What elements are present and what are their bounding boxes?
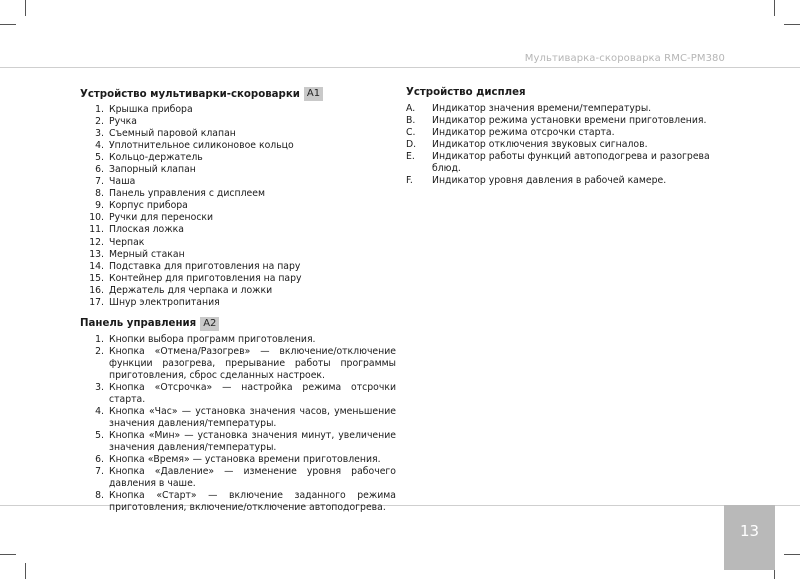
list-item <box>80 212 396 224</box>
item-text: Кнопка «Отмена/Разогрев» — включение/отключение функции разогрева, прерывание работы программы приготовления, сброс сделанных настроек. <box>109 345 396 381</box>
list-item <box>80 454 396 466</box>
page-number: 13 <box>724 505 775 570</box>
crop-mark <box>25 0 26 16</box>
item-marker: 6. <box>95 454 104 466</box>
item-text: Кольцо-держатель <box>109 152 203 164</box>
item-marker: 9. <box>95 200 104 212</box>
item-text: Панель управления с дисплеем <box>109 188 265 200</box>
list-item <box>80 104 396 116</box>
item-marker: 5. <box>95 430 104 442</box>
item-text: Индикатор отключения звуковых сигналов. <box>432 139 648 151</box>
list-item <box>80 430 396 454</box>
item-marker: 12. <box>89 236 104 248</box>
display-title-text: Устройство дисплея <box>406 86 526 98</box>
item-marker: 13. <box>89 248 104 260</box>
item-marker: A. <box>406 103 416 114</box>
figure-tag-a2: A2 <box>200 317 219 331</box>
item-text: Кнопка «Отсрочка» — настройка режима отсрочки старта. <box>109 381 396 406</box>
list-item <box>80 490 396 514</box>
item-text: Черпак <box>109 236 145 248</box>
item-text: Кнопка «Старт» — включение заданного режима приготовления, включение/отключение автоподогрева. <box>109 490 396 514</box>
item-marker: C. <box>406 127 416 139</box>
figure-tag-a1: A1 <box>304 87 323 101</box>
item-text: Кнопка «Время» — установка времени приготовления. <box>109 454 381 466</box>
item-text: Уплотнительное силиконовое кольцо <box>109 140 294 152</box>
item-text: Корпус прибора <box>109 200 188 212</box>
list-item <box>80 224 396 236</box>
list-item <box>406 115 726 127</box>
list-item <box>80 334 396 346</box>
list-item <box>406 175 726 187</box>
crop-mark <box>784 554 800 555</box>
item-marker: 7. <box>95 176 104 188</box>
list-item <box>406 151 726 175</box>
item-marker: 10. <box>89 212 104 224</box>
list-item <box>80 249 396 261</box>
item-marker: 4. <box>95 406 104 418</box>
item-marker: 14. <box>89 260 104 272</box>
list-item <box>80 273 396 285</box>
list-item <box>406 139 726 151</box>
item-text: Индикатор значения времени/температуры. <box>432 103 652 114</box>
item-text: Съемный паровой клапан <box>109 128 236 140</box>
list-item <box>80 285 396 297</box>
item-marker: 2. <box>95 345 104 357</box>
item-text: Индикатор режима установки времени приготовления. <box>432 115 707 127</box>
list-item <box>80 346 396 382</box>
item-marker: 3. <box>95 381 104 393</box>
item-marker: 6. <box>95 164 104 176</box>
item-marker: 17. <box>89 296 104 308</box>
crop-mark <box>0 554 16 555</box>
list-item <box>406 103 726 115</box>
item-marker: E. <box>406 151 415 163</box>
item-marker: 4. <box>95 140 104 152</box>
item-marker: 7. <box>95 466 104 478</box>
item-marker: 1. <box>95 104 104 115</box>
item-text: Кнопка «Час» — установка значения часов, уменьшение значения давления/температуры. <box>109 406 396 430</box>
item-text: Плоская ложка <box>109 224 184 236</box>
running-header: Мультиварка-скороварка RMC-PM380 <box>524 53 725 64</box>
item-marker: 1. <box>95 333 104 345</box>
crop-mark <box>784 24 800 25</box>
item-text: Мерный стакан <box>109 248 185 260</box>
item-text: Держатель для черпака и ложки <box>109 284 273 296</box>
list-item <box>406 127 726 139</box>
item-text: Кнопки выбора программ приготовления. <box>109 333 316 345</box>
item-text: Индикатор уровня давления в рабочей камере. <box>432 175 667 187</box>
list-item <box>80 297 396 309</box>
item-marker: 8. <box>95 188 104 200</box>
left-column <box>80 86 396 515</box>
list-item <box>80 261 396 273</box>
list-item <box>80 466 396 490</box>
control-panel-list <box>80 334 396 515</box>
item-marker: 3. <box>95 128 104 140</box>
crop-mark <box>25 563 26 579</box>
list-item <box>80 140 396 152</box>
item-text: Индикатор режима отсрочки старта. <box>432 127 615 139</box>
item-marker: 15. <box>89 272 104 284</box>
item-text: Индикатор работы функций автоподогрева и разогрева блюд. <box>432 151 710 175</box>
list-item <box>80 116 396 128</box>
display-section-title <box>406 84 726 100</box>
item-marker: 5. <box>95 152 104 164</box>
item-text: Кнопка «Мин» — установка значения минут, увеличение значения давления/температуры. <box>109 430 396 454</box>
list-item <box>80 188 396 200</box>
item-marker: 2. <box>95 116 104 128</box>
item-text: Кнопка «Давление» — изменение уровня рабочего давления в чаше. <box>109 466 396 490</box>
device-title-text: Устройство мультиварки-скороварки <box>80 88 300 100</box>
crop-mark <box>774 0 775 16</box>
list-item <box>80 406 396 430</box>
item-text: Шнур электропитания <box>109 296 220 308</box>
item-text: Крышка прибора <box>109 104 193 115</box>
item-text: Контейнер для приготовления на пару <box>109 272 302 284</box>
panel-section-title <box>80 316 396 332</box>
display-indicators-list <box>406 103 726 187</box>
device-parts-list <box>80 104 396 309</box>
item-marker: 8. <box>95 490 104 502</box>
item-text: Подставка для приготовления на пару <box>109 260 301 272</box>
header-rule <box>0 67 800 68</box>
list-item <box>80 152 396 164</box>
crop-mark <box>0 24 16 25</box>
item-marker: F. <box>406 175 413 187</box>
item-marker: 16. <box>89 284 104 296</box>
device-section-title <box>80 86 396 102</box>
list-item <box>80 237 396 249</box>
item-text: Ручки для переноски <box>109 212 214 224</box>
item-marker: B. <box>406 115 416 127</box>
item-marker: 11. <box>89 224 104 236</box>
item-text: Чаша <box>109 176 136 188</box>
list-item <box>80 164 396 176</box>
item-marker: D. <box>406 139 417 151</box>
list-item <box>80 176 396 188</box>
right-column <box>406 84 726 187</box>
item-text: Ручка <box>109 116 137 128</box>
list-item <box>80 382 396 406</box>
list-item <box>80 128 396 140</box>
panel-title-text: Панель управления <box>80 318 197 330</box>
item-text: Запорный клапан <box>109 164 196 176</box>
list-item <box>80 200 396 212</box>
